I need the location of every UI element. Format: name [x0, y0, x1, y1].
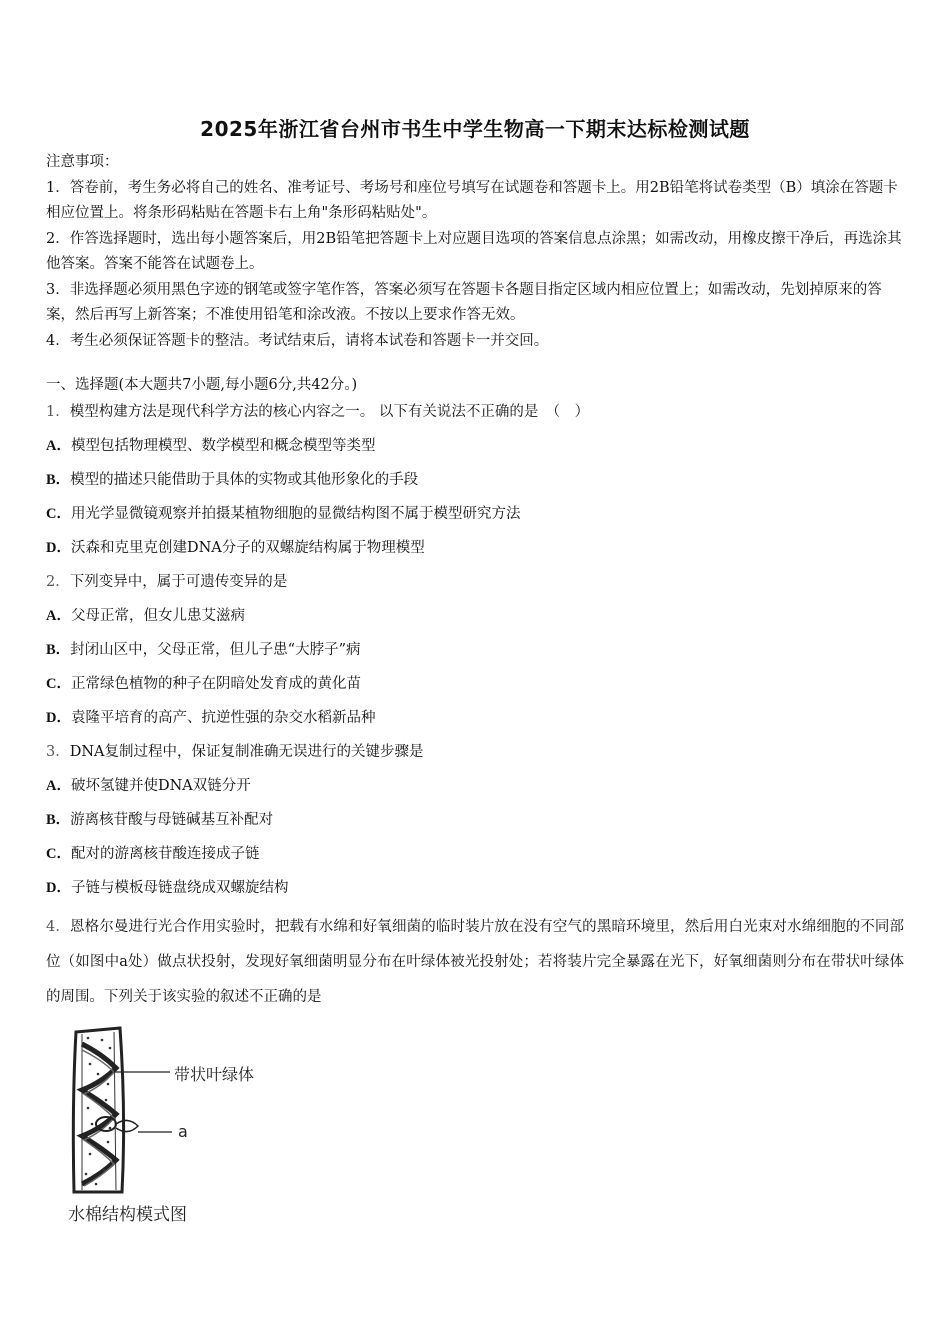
option-letter: C． — [46, 846, 71, 862]
question-number: 1． — [46, 404, 70, 420]
option-text: 沃森和克里克创建DNA分子的双螺旋结构属于物理模型 — [70, 540, 425, 556]
spirogyra-diagram — [62, 1024, 292, 1234]
option-letter: D． — [46, 880, 71, 896]
option-letter: A． — [46, 608, 71, 624]
option-letter: B． — [46, 812, 71, 828]
option-text: 破坏氢键并使DNA双链分开 — [70, 778, 251, 794]
question-4-stem — [46, 910, 904, 1015]
option-text: 用光学显微镜观察并拍摄某植物细胞的显微结构图不属于模型研究方法 — [70, 506, 521, 522]
option-text: 父母正常，但女儿患艾滋病 — [70, 608, 245, 624]
note-item: 1．答卷前，考生务必将自己的姓名、准考证号、考场号和座位号填写在试题卷和答题卡上。用2B铅笔将试卷类型（B）填涂在答题卡相应位置上。将条形码粘贴在答题卡右上角"条形码粘贴处"。 — [46, 179, 898, 221]
option-text: 配对的游离核苷酸连接成子链 — [70, 846, 260, 862]
option-letter: C． — [46, 506, 71, 522]
figure-caption: 水棉结构模式图 — [68, 1205, 187, 1225]
question-1-option-a — [46, 434, 375, 455]
option-text: 袁隆平培育的高产、抗逆性强的杂交水稻新品种 — [70, 710, 376, 726]
notes-heading: 注意事项： — [46, 154, 119, 170]
option-text: 模型包括物理模型、数学模型和概念模型等类型 — [70, 438, 376, 454]
option-letter: B． — [46, 472, 71, 488]
question-1-option-b — [46, 468, 418, 489]
option-letter: D． — [46, 540, 71, 556]
option-text: 正常绿色植物的种子在阴暗处发育成的黄化苗 — [70, 676, 361, 692]
option-text: 子链与模板母链盘绕成双螺旋结构 — [70, 880, 289, 896]
question-2-option-a — [46, 604, 245, 625]
page-title: 2025年浙江省台州市书生中学生物高一下期末达标检测试题 — [200, 117, 750, 141]
question-number: 3． — [46, 744, 70, 760]
question-2-option-b — [46, 638, 361, 659]
question-number: 4． — [46, 919, 70, 935]
option-letter: A． — [46, 438, 71, 454]
question-1-option-d — [46, 536, 425, 557]
question-3-option-b — [46, 808, 273, 829]
option-letter: A． — [46, 778, 71, 794]
question-1-option-c — [46, 502, 520, 523]
question-2-option-c — [46, 672, 361, 693]
question-number: 2． — [46, 574, 70, 590]
question-2-stem — [46, 570, 287, 591]
question-3-stem — [46, 740, 424, 761]
question-text: 恩格尔曼进行光合作用实验时，把载有水绵和好氧细菌的临时装片放在没有空气的黑暗环境里，然后用白光束对水绵细胞的不同部位（如图中a处）做点状投射，发现好氧细菌明显分布在叶绿体被光投射处；若将装片完全暴露在光下，好氧细菌则分布在带状叶绿体的周围。下列关于该实验的叙述不正确的是 — [46, 919, 904, 1005]
point-a-curve — [116, 1120, 138, 1131]
note-item: 2．作答选择题时，选出每小题答案后，用2B铅笔把答题卡上对应题目选项的答案信息点涂黑；如需改动，用橡皮擦干净后，再选涂其他答案。答案不能答在试题卷上。 — [46, 230, 902, 272]
option-text: 游离核苷酸与母链碱基互补配对 — [70, 812, 274, 828]
question-3-option-c — [46, 842, 259, 863]
label-a: a — [178, 1122, 188, 1141]
option-letter: B． — [46, 642, 71, 658]
option-text: 封闭山区中，父母正常，但儿子患“大脖子”病 — [70, 642, 361, 658]
question-text: 模型构建方法是现代科学方法的核心内容之一。 以下有关说法不正确的是 （ ） — [69, 404, 590, 420]
question-1-stem — [46, 400, 589, 421]
option-text: 模型的描述只能借助于具体的实物或其他形象化的手段 — [70, 472, 419, 488]
question-text: DNA复制过程中，保证复制准确无误进行的关键步骤是 — [69, 744, 424, 760]
question-3-option-d — [46, 876, 288, 897]
option-letter: D． — [46, 710, 71, 726]
question-2-option-d — [46, 706, 375, 727]
label-chloroplast: 带状叶绿体 — [174, 1065, 255, 1084]
question-text: 下列变异中，属于可遗传变异的是 — [69, 574, 288, 590]
note-item: 4．考生必须保证答题卡的整洁。考试结束后，请将本试卷和答题卡一并交回。 — [46, 332, 549, 349]
note-item: 3．非选择题必须用黑色字迹的钢笔或签字笔作答，答案必须写在答题卡各题目指定区域内相应位置上；如需改动，先划掉原来的答案，然后再写上新答案；不准使用铅笔和涂改液。不按以上要求作答无效。 — [46, 281, 882, 323]
section-heading: 一、选择题(本大题共7小题,每小题6分,共42分。) — [46, 377, 358, 393]
notes-block — [46, 150, 906, 354]
question-3-option-a — [46, 774, 251, 795]
option-letter: C． — [46, 676, 71, 692]
